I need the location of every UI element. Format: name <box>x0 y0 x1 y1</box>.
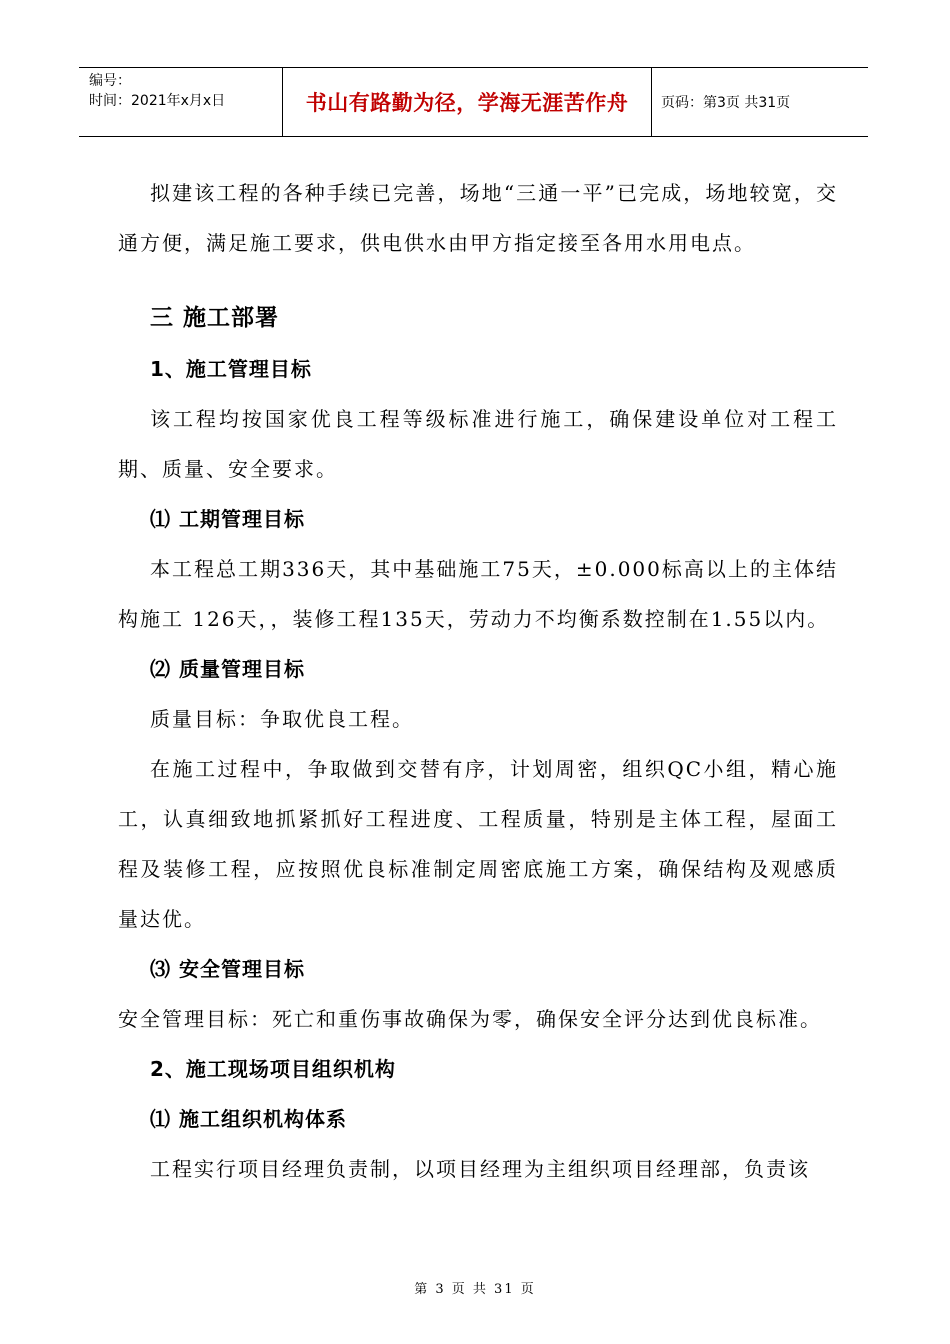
paragraph-organization-system: 工程实行项目经理负责制，以项目经理为主组织项目经理部，负责该 <box>150 1157 810 1181</box>
heading-organization-system: ⑴ 施工组织机构体系 <box>150 1107 347 1131</box>
header-motto-cell <box>283 68 652 136</box>
document-body <box>118 168 838 1194</box>
paragraph-quality-process: 在施工过程中，争取做到交替有序，计划周密，组织QC小组，精心施工，认真细致地抓紧抓好工程进度、工程质量，特别是主体工程，屋面工程及装修工程，应按照优良标准制定周密底施工方案，确保结构及观感质量达优。 <box>118 757 838 931</box>
paragraph-site-conditions: 拟建该工程的各种手续已完善，场地“三通一平”已完成，场地较宽，交通方便，满足施工要求，供电供水由甲方指定接至各用水用电点。 <box>118 181 838 255</box>
header-motto: 书山有路勤为径，学海无涯苦作舟 <box>305 91 629 115</box>
page-footer: 第 3 页 共 31 页 <box>414 1282 536 1297</box>
paragraph-safety-goal: 安全管理目标：死亡和重伤事故确保为零，确保安全评分达到优良标准。 <box>118 1007 822 1031</box>
heading-site-organization: 2、施工现场项目组织机构 <box>150 1057 396 1081</box>
header-page-cell <box>652 68 868 136</box>
document-number-label: 编号： <box>89 73 131 89</box>
heading-schedule-goal: ⑴ 工期管理目标 <box>150 507 305 531</box>
page-header <box>79 67 868 137</box>
heading-management-goals: 1、施工管理目标 <box>150 357 312 381</box>
section-heading-construction-deployment: 三 施工部署 <box>150 305 280 331</box>
header-info-cell <box>79 68 283 136</box>
header-page-number: 页码：第3页 共31页 <box>661 95 791 111</box>
paragraph-schedule-goal: 本工程总工期336天，其中基础施工75天，±0.000标高以上的主体结构施工 126天，，装修工程135天，劳动力不均衡系数控制在1.55以内。 <box>118 557 838 631</box>
paragraph-quality-target: 质量目标：争取优良工程。 <box>150 707 414 731</box>
document-time-label: 时间：2021年x月x日 <box>89 93 226 109</box>
heading-quality-goal: ⑵ 质量管理目标 <box>150 657 305 681</box>
paragraph-management-goals: 该工程均按国家优良工程等级标准进行施工，确保建设单位对工程工期、质量、安全要求。 <box>118 407 838 481</box>
heading-safety-goal: ⑶ 安全管理目标 <box>150 957 305 981</box>
